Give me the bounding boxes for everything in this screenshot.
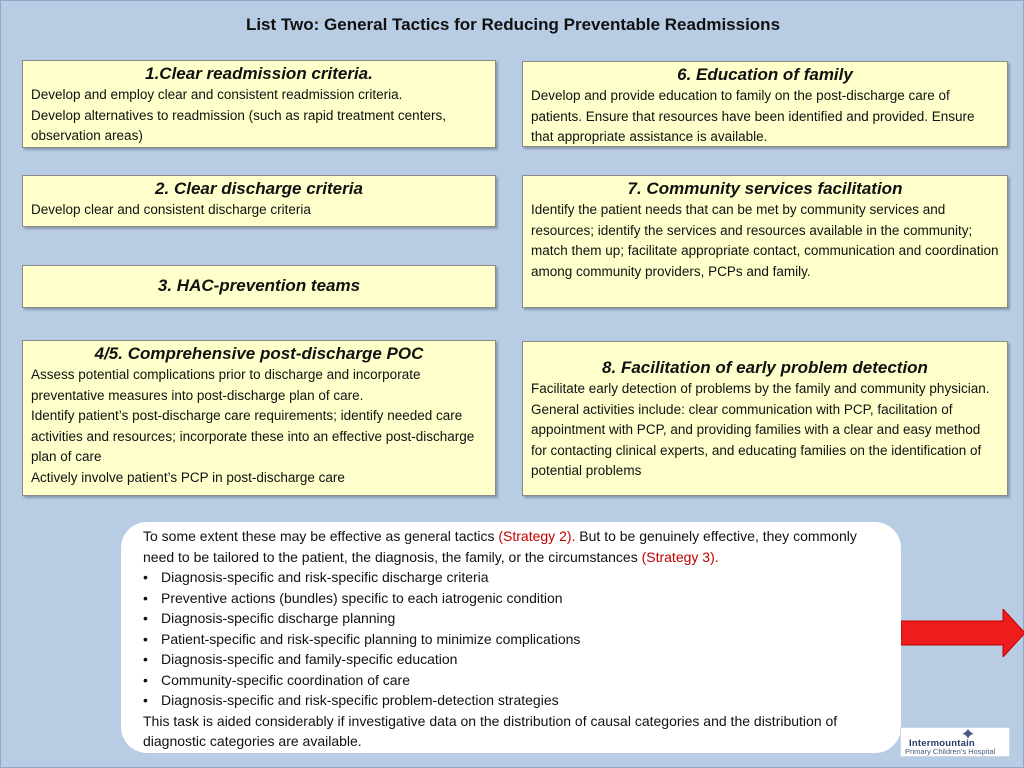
note-intro-text: To some extent these may be effective as general tactics bbox=[143, 528, 499, 544]
tactic-box-7 bbox=[522, 175, 1008, 308]
tactic-box-6 bbox=[522, 61, 1008, 147]
list-item bbox=[143, 608, 889, 629]
list-item bbox=[143, 649, 889, 670]
tactic-box-4-5 bbox=[22, 340, 496, 496]
strategy-note bbox=[121, 522, 901, 753]
note-intro-text-2: But to be genuinely effective, they commonly need to be tailored to the patient, the diagnosis, the family, or the circumstances bbox=[143, 528, 857, 565]
list-item bbox=[143, 670, 889, 691]
slide-title: List Two: General Tactics for Reducing Preventable Readmissions bbox=[245, 15, 781, 34]
tactic-heading: 6. Education of family bbox=[677, 65, 853, 84]
next-arrow-icon[interactable] bbox=[901, 609, 1024, 657]
list-item-text: Diagnosis-specific discharge planning bbox=[161, 610, 396, 626]
tactic-heading: 2. Clear discharge criteria bbox=[155, 179, 363, 198]
tactic-line: Facilitate early detection of problems by the family and community physician. General activities include: clear communication with PCP, facilitation of appointment with PCP, and providing families with a clear and easy method for contacting clinical experts, and educating families on the identification of potential problems bbox=[531, 381, 990, 478]
tailoring-list bbox=[143, 567, 889, 711]
tactic-heading: 7. Community services facilitation bbox=[627, 179, 903, 198]
list-item-text: Diagnosis-specific and family-specific education bbox=[161, 651, 458, 667]
tactic-heading: 4/5. Comprehensive post-discharge POC bbox=[94, 344, 424, 363]
bullet: • bbox=[143, 569, 148, 585]
bullet: • bbox=[143, 671, 148, 688]
bullet: • bbox=[143, 651, 148, 667]
tactic-line: Develop and provide education to family on the post-discharge care of patients. Ensure that resources have been identified and provided. Ensure that appropriate assistance is available. bbox=[531, 88, 975, 144]
bullet: • bbox=[143, 589, 148, 606]
tactic-heading: 3. HAC-prevention teams bbox=[157, 276, 361, 295]
list-item bbox=[143, 588, 889, 609]
tactic-line: Develop alternatives to readmission (such as rapid treatment centers, observation areas) bbox=[31, 107, 446, 143]
note-closing: This task is aided considerably if investigative data on the distribution of causal categories and the distribution of diagnostic categories are available. bbox=[143, 712, 838, 749]
bullet: • bbox=[143, 610, 148, 626]
tactic-line: Actively involve patient’s PCP in post-discharge care bbox=[31, 469, 345, 485]
tactic-heading: 8. Facilitation of early problem detection bbox=[602, 358, 928, 377]
tactic-heading: 1.Clear readmission criteria. bbox=[145, 64, 373, 83]
tactic-box-1 bbox=[22, 60, 496, 148]
tactic-line: Assess potential complications prior to discharge and incorporate preventative measures into post-discharge plan of care. bbox=[31, 367, 421, 403]
logo-subtitle: Primary Children’s Hospital bbox=[905, 747, 996, 756]
strategy-2-ref: (Strategy 2). bbox=[498, 528, 576, 544]
list-item bbox=[143, 567, 889, 588]
note-intro bbox=[143, 526, 889, 567]
list-item bbox=[143, 690, 889, 711]
tactic-body bbox=[31, 200, 487, 221]
list-item bbox=[143, 629, 889, 650]
list-item-text: Community-specific coordination of care bbox=[161, 671, 410, 688]
list-item-text: Diagnosis-specific and risk-specific discharge criteria bbox=[161, 569, 489, 585]
tactic-line: Identify the patient needs that can be met by community services and resources; identify the services and resources available in the community; match them up; facilitate appropriate contact, communication and coordination among community providers, PCPs and family. bbox=[531, 202, 999, 279]
tactic-line: Develop and employ clear and consistent readmission criteria. bbox=[31, 87, 403, 102]
list-item-text: Preventive actions (bundles) specific to each iatrogenic condition bbox=[161, 589, 563, 606]
tactic-line: Develop clear and consistent discharge criteria bbox=[31, 202, 311, 217]
bullet: • bbox=[143, 692, 148, 708]
strategy-3-ref: (Strategy 3). bbox=[641, 548, 719, 565]
logo-name: Intermountain bbox=[909, 738, 975, 749]
bullet: • bbox=[143, 630, 148, 647]
tactic-body bbox=[31, 85, 487, 147]
intermountain-logo bbox=[900, 727, 1010, 757]
tactic-box-8 bbox=[522, 341, 1008, 496]
tactic-box-2 bbox=[22, 175, 496, 227]
list-item-text: Patient-specific and risk-specific planning to minimize complications bbox=[161, 630, 581, 647]
tactic-body bbox=[531, 379, 999, 482]
tactic-body bbox=[531, 86, 999, 148]
tactic-body bbox=[31, 365, 487, 488]
tactic-line: Identify patient’s post-discharge care requirements; identify needed care activities and resources; incorporate these into an effective post-discharge plan of care bbox=[31, 408, 475, 464]
tactic-box-3 bbox=[22, 265, 496, 308]
list-item-text: Diagnosis-specific and risk-specific problem-detection strategies bbox=[161, 692, 559, 708]
tactic-body bbox=[531, 200, 999, 282]
